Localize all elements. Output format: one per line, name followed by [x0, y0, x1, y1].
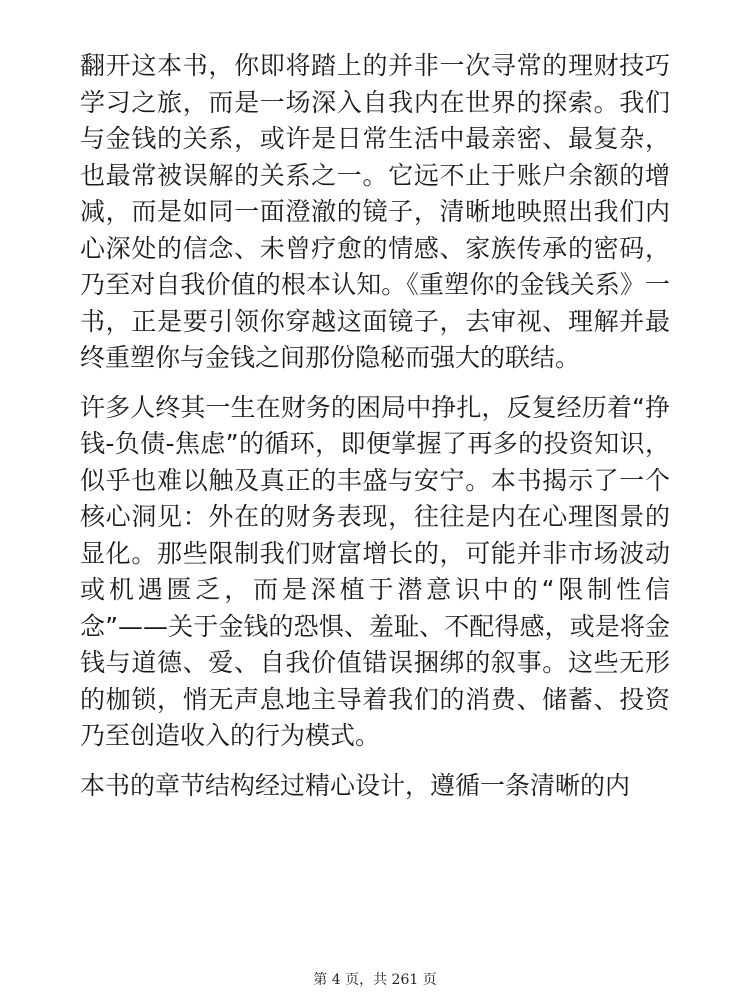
page-number-footer: 第 4 页，共 261 页: [313, 972, 437, 988]
paragraph-1: 翻开这本书，你即将踏上的并非一次寻常的理财技巧学习之旅，而是一场深入自我内在世界的探索。我们与金钱的关系，或许是日常生活中最亲密、最复杂，也最常被误解的关系之一。它远不止于账户余额的增减，而是如同一面澄澈的镜子，清晰地映照出我们内心深处的信念、未曾疗愈的情感、家族传承的密码，乃至对自我价值的根本认知。《重塑你的金钱关系》一书，正是要引领你穿越这面镜子，去审视、理解并最终重塑你与金钱之间那份隐秘而强大的联结。: [80, 51, 670, 372]
body-text: [80, 48, 670, 817]
paragraph-3: 本书的章节结构经过精心设计，遵循一条清晰的内: [80, 770, 631, 800]
paragraph-2: 许多人终其一生在财务的困局中挣扎，反复经历着“挣钱-负债-焦虑”的循环，即便掌握了再多的投资知识，似乎也难以触及真正的丰盛与安宁。本书揭示了一个核心洞见：外在的财务表现，往往是内在心理图景的显化。那些限制我们财富增长的，可能并非市场波动或机遇匮乏，而是深植于潜意识中的“限制性信念”——关于金钱的恐惧、羞耻、不配得感，或是将金钱与道德、爱、自我价值错误捆绑的叙事。这些无形的枷锁，悄无声息地主导着我们的消费、储蓄、投资乃至创造收入的行为模式。: [80, 392, 670, 750]
